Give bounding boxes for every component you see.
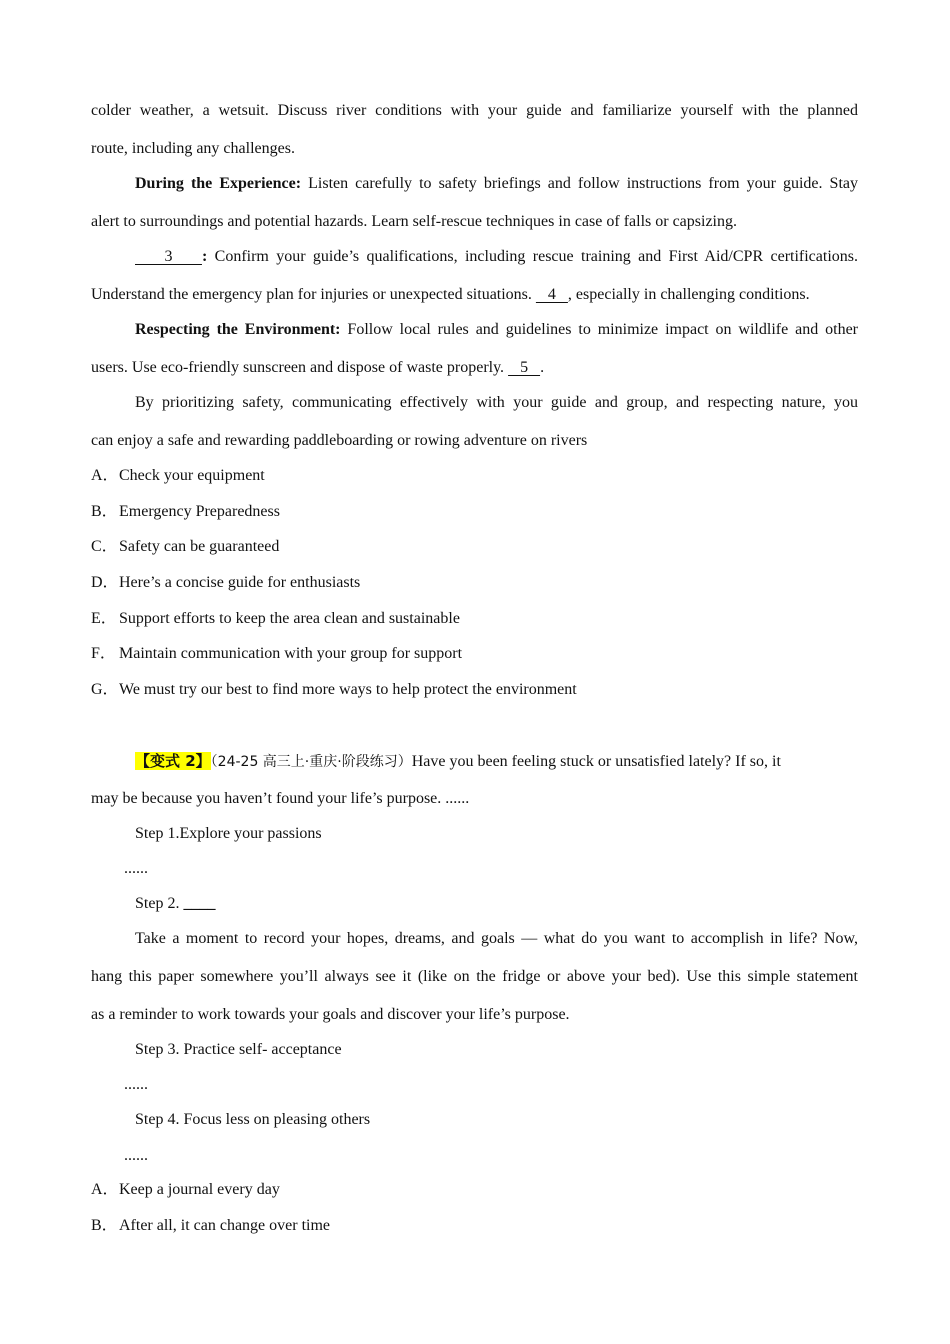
option-letter: A． (91, 1181, 119, 1198)
option-item (91, 680, 858, 700)
variant-intro-text: Have you been feeling stuck or unsatisfied lately? If so, it (411, 753, 781, 770)
variant-tag: 【变式 2】 (135, 752, 211, 770)
step-2-label: Step 2. (135, 895, 184, 912)
ellipsis: ...... (124, 1076, 148, 1093)
env-paragraph (135, 320, 858, 340)
option-item (91, 1180, 858, 1200)
option-letter: F． (91, 645, 116, 662)
option-letter: G． (91, 681, 119, 698)
ellipsis: ...... (124, 1147, 148, 1164)
blank3-text: Confirm your guide’s qualifications, including rescue training and First Aid/CPR certifications. (207, 248, 859, 265)
option-text: Emergency Preparedness (119, 503, 280, 520)
step-4: Step 4. Focus less on pleasing others (135, 1111, 371, 1128)
option-letter: E． (91, 610, 117, 627)
passage-line: may be because you haven’t found your life’s purpose. ...... (91, 790, 470, 807)
option-item (91, 537, 858, 557)
blank-5: 5 (508, 359, 541, 376)
env-text: Follow local rules and guidelines to minimize impact on wildlife and other (340, 321, 858, 338)
passage-line: alert to surroundings and potential hazards. Learn self-rescue techniques in case of falls or capsizing. (91, 213, 737, 230)
variant-source: （24-25 高三上·重庆·阶段练习） (210, 754, 412, 770)
option-letter: C． (91, 538, 118, 555)
blank3-line2 (91, 285, 858, 305)
blank3-paragraph (135, 247, 858, 267)
during-text: Listen carefully to safety briefings and follow instructions from your guide. Stay (301, 175, 858, 192)
option-item (91, 573, 858, 593)
step-2-blank: ____ (183, 895, 216, 912)
blank-3: 3 (135, 248, 202, 265)
step2-paragraph: Take a moment to record your hopes, dreams, and goals — what do you want to accomplish in life? Now, (135, 930, 858, 947)
option-text: Support efforts to keep the area clean and sustainable (119, 610, 460, 627)
step2-paragraph: as a reminder to work towards your goals and discover your life’s purpose. (91, 1006, 570, 1023)
text-segment: . (540, 359, 545, 376)
conclusion-line: By prioritizing safety, communicating effectively with your guide and group, and respecting nature, you (135, 394, 858, 411)
blank-4: 4 (535, 286, 568, 303)
option-item (91, 466, 858, 486)
option-item (91, 1216, 858, 1236)
step-3: Step 3. Practice self- acceptance (135, 1041, 342, 1058)
blank3-colon: : (201, 248, 208, 265)
passage-line: colder weather, a wetsuit. Discuss river conditions with your guide and familiarize yourself with the planned (91, 102, 858, 119)
text-segment: , especially in challenging conditions. (567, 286, 810, 303)
during-label: During the Experience: (135, 175, 302, 192)
env-label: Respecting the Environment: (135, 321, 341, 338)
option-text: We must try our best to find more ways to help protect the environment (119, 681, 577, 698)
text-segment: Understand the emergency plan for injuries or unexpected situations. (91, 286, 536, 303)
option-text: Maintain communication with your group for support (119, 645, 463, 662)
step2-paragraph: hang this paper somewhere you’ll always see it (like on the fridge or above your bed). Use this simple statement (91, 968, 858, 985)
option-item (91, 609, 858, 629)
passage-line: route, including any challenges. (91, 140, 295, 157)
conclusion-line: can enjoy a safe and rewarding paddleboarding or rowing adventure on rivers (91, 432, 588, 449)
text-segment: users. Use eco-friendly sunscreen and dispose of waste properly. (91, 359, 509, 376)
option-text: Check your equipment (119, 467, 265, 484)
option-item (91, 502, 858, 522)
during-paragraph (135, 174, 858, 194)
variant2-intro (135, 751, 858, 772)
option-text: Here’s a concise guide for enthusiasts (119, 574, 361, 591)
option-text: Safety can be guaranteed (119, 538, 280, 555)
option-text: After all, it can change over time (119, 1217, 331, 1234)
option-letter: B． (91, 1217, 118, 1234)
option-letter: B． (91, 503, 118, 520)
option-letter: A． (91, 467, 119, 484)
option-letter: D． (91, 574, 119, 591)
option-item (91, 644, 858, 664)
env-line2 (91, 358, 858, 378)
step-2 (135, 894, 858, 914)
step-1: Step 1.Explore your passions (135, 825, 322, 842)
option-text: Keep a journal every day (119, 1181, 280, 1198)
ellipsis: ...... (124, 860, 148, 877)
